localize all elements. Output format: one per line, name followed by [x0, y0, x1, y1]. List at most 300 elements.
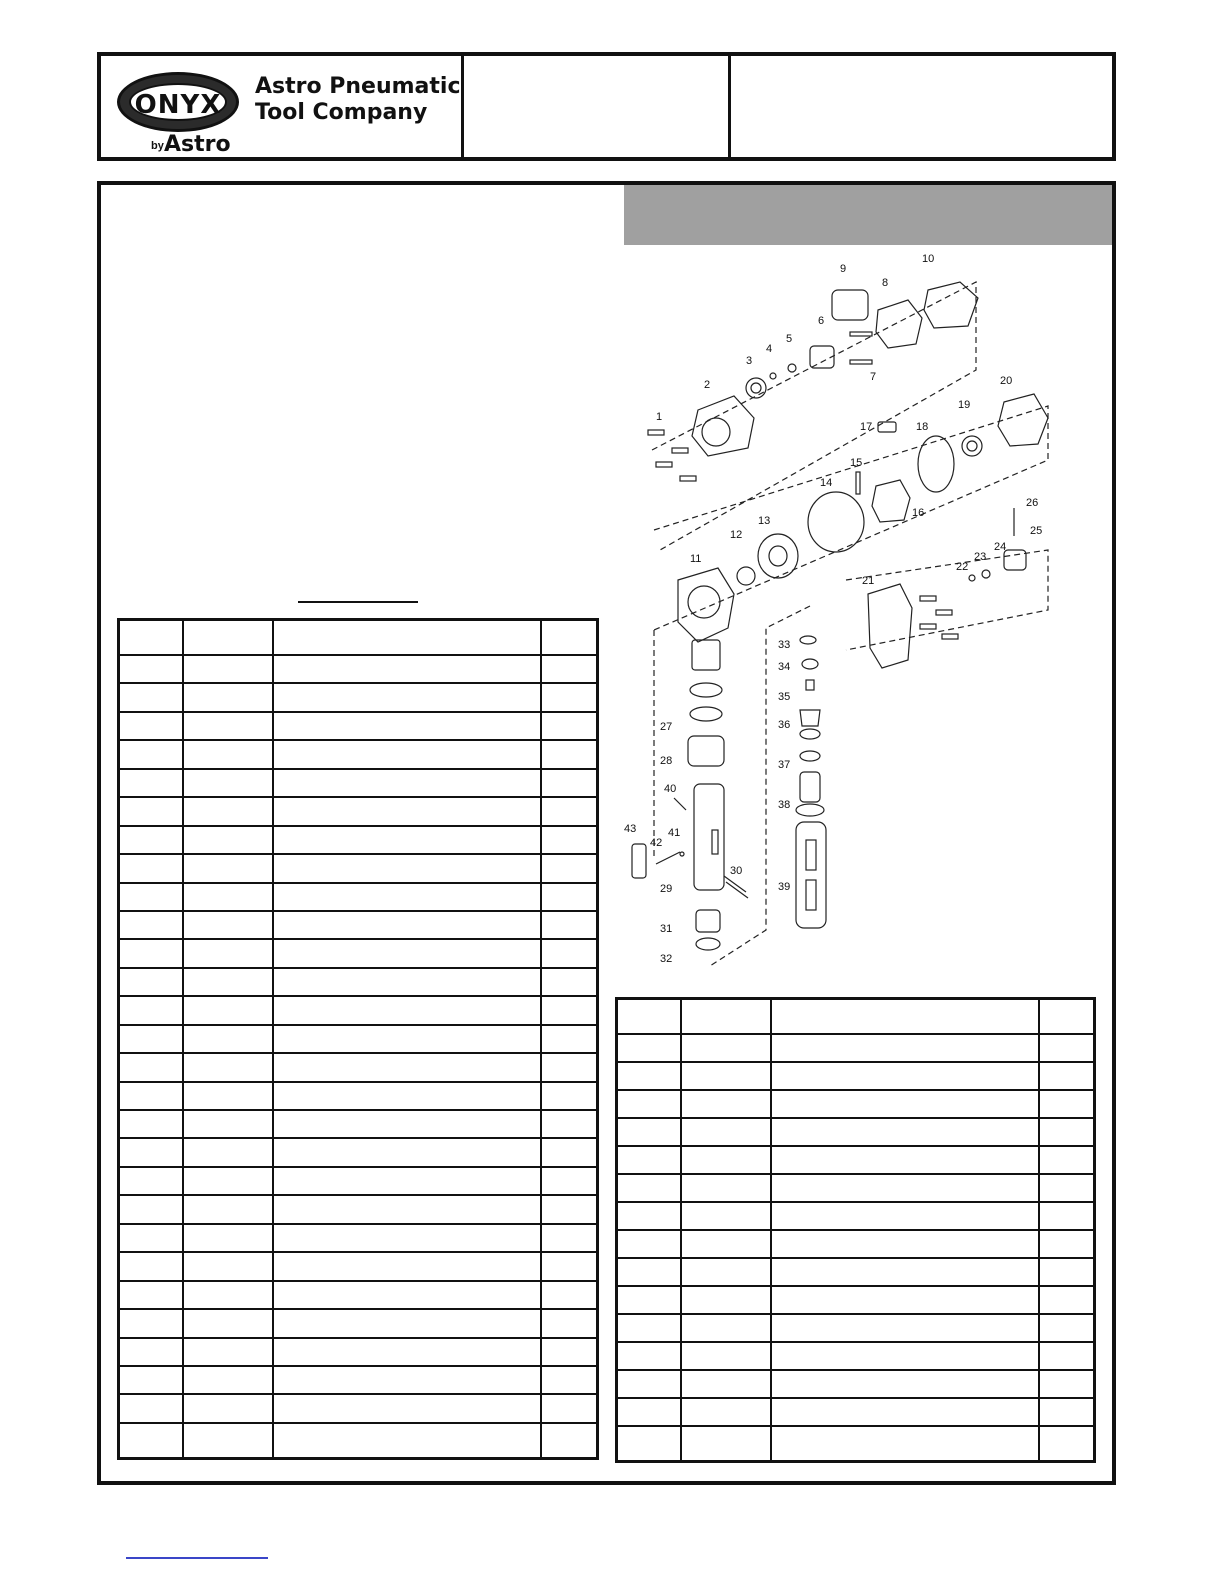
table-cell [541, 1423, 598, 1459]
table-cell [273, 1309, 540, 1337]
part-2 [692, 396, 754, 456]
part-number-label: 43 [624, 823, 637, 835]
table-cell [681, 1202, 771, 1230]
parts-table-right [615, 997, 1096, 1463]
part-number-label: 17 [860, 421, 873, 433]
table-cell [119, 1252, 183, 1280]
company-logo [111, 64, 461, 156]
table-cell [617, 1230, 681, 1258]
table-cell [183, 1224, 273, 1252]
table-cell [681, 1062, 771, 1090]
part-11 [678, 568, 734, 642]
table-cell [681, 1342, 771, 1370]
part-number-label: 12 [730, 529, 743, 541]
company-name [255, 74, 461, 126]
table-cell [119, 1281, 183, 1309]
table-row [617, 1090, 1095, 1118]
table-cell [1039, 1202, 1095, 1230]
table-cell [119, 769, 183, 797]
part-28 [688, 736, 724, 766]
table-cell [119, 1366, 183, 1394]
table-row [119, 968, 598, 996]
table-cell [183, 826, 273, 854]
table-cell [183, 968, 273, 996]
table-row [119, 655, 598, 683]
table-cell [541, 1309, 598, 1337]
part-number-label: 40 [664, 783, 677, 795]
table-cell [183, 911, 273, 939]
table-cell [541, 1224, 598, 1252]
logo-by: by [151, 140, 164, 152]
part-number-label: 18 [916, 421, 929, 433]
table-cell [771, 1118, 1038, 1146]
table-cell [1039, 1258, 1095, 1286]
table-cell [119, 1224, 183, 1252]
table-cell [617, 1090, 681, 1118]
table-cell [681, 1118, 771, 1146]
table-cell [183, 620, 273, 656]
table-row [119, 1025, 598, 1053]
part-number-label: 9 [840, 263, 847, 275]
table-row [119, 1394, 598, 1422]
table-row [119, 740, 598, 768]
table-cell [617, 999, 681, 1034]
table-cell [771, 1174, 1038, 1202]
table-cell [541, 996, 598, 1024]
table-cell [119, 883, 183, 911]
table-cell [1039, 1174, 1095, 1202]
table-cell [273, 1394, 540, 1422]
table-cell [273, 996, 540, 1024]
table-cell [183, 797, 273, 825]
table-cell [1039, 1426, 1095, 1461]
part-number-label: 30 [730, 865, 743, 877]
table-row [119, 1082, 598, 1110]
company-line2: Tool Company [255, 100, 428, 125]
table-cell [771, 1426, 1038, 1461]
table-cell [541, 712, 598, 740]
header-box [97, 52, 1116, 161]
table-row [617, 1370, 1095, 1398]
table-cell [119, 1110, 183, 1138]
table-cell [541, 620, 598, 656]
table-row [617, 1062, 1095, 1090]
part-number-label: 15 [850, 457, 863, 469]
table-cell [771, 1062, 1038, 1090]
table-cell [273, 1053, 540, 1081]
table-cell [617, 1258, 681, 1286]
part-number-label: 21 [862, 575, 875, 587]
table-cell [771, 1146, 1038, 1174]
table-cell [1039, 1314, 1095, 1342]
table-row [119, 797, 598, 825]
table-cell [183, 996, 273, 1024]
table-cell [119, 1423, 183, 1459]
table-cell [541, 968, 598, 996]
part-8 [876, 300, 922, 348]
part-21 [868, 584, 912, 668]
table-cell [541, 769, 598, 797]
part-38 [800, 772, 820, 802]
part-31 [696, 910, 720, 932]
table-cell [681, 999, 771, 1034]
part-number-label: 26 [1026, 497, 1039, 509]
part-number-label: 13 [758, 515, 771, 527]
table-cell [617, 1370, 681, 1398]
table-cell [617, 1342, 681, 1370]
table-cell [541, 1025, 598, 1053]
table-cell [119, 1025, 183, 1053]
table-cell [183, 1138, 273, 1166]
table-cell [1039, 1146, 1095, 1174]
table-cell [1039, 999, 1095, 1034]
table-cell [541, 797, 598, 825]
table-cell [273, 712, 540, 740]
table-row [119, 769, 598, 797]
part-14 [808, 492, 864, 552]
part-number-label: 38 [778, 799, 791, 811]
table-cell [273, 1224, 540, 1252]
table-cell [541, 1366, 598, 1394]
part-number-label: 36 [778, 719, 791, 731]
table-cell [119, 1138, 183, 1166]
part-36 [800, 710, 820, 726]
table-cell [273, 683, 540, 711]
table-cell [119, 740, 183, 768]
table-cell [119, 1082, 183, 1110]
table-cell [183, 1423, 273, 1459]
table-cell [681, 1314, 771, 1342]
part-number-label: 24 [994, 541, 1007, 553]
part-number-label: 8 [882, 277, 889, 289]
table-row [119, 683, 598, 711]
table-cell [273, 1366, 540, 1394]
part-number-label: 28 [660, 755, 673, 767]
table-cell [541, 911, 598, 939]
part-number-label: 41 [668, 827, 681, 839]
table-cell [617, 1118, 681, 1146]
table-cell [771, 1090, 1038, 1118]
part-number-label: 22 [956, 561, 969, 573]
diagram-header-band [624, 185, 1112, 245]
table-cell [183, 1195, 273, 1223]
table-cell [119, 655, 183, 683]
table-cell [273, 1025, 540, 1053]
table-cell [273, 854, 540, 882]
table-row [617, 1146, 1095, 1174]
table-cell [771, 1202, 1038, 1230]
part-number-label: 2 [704, 379, 711, 391]
table-cell [119, 620, 183, 656]
part-43 [632, 844, 646, 878]
table-cell [617, 1314, 681, 1342]
part-number-label: 34 [778, 661, 791, 673]
part-9 [832, 290, 868, 320]
table-cell [119, 1309, 183, 1337]
table-cell [771, 1258, 1038, 1286]
part-number-label: 25 [1030, 525, 1043, 537]
table-cell [1039, 1398, 1095, 1426]
part-number-label: 4 [766, 343, 773, 355]
table-cell [541, 1195, 598, 1223]
table-row [119, 1281, 598, 1309]
table-cell [771, 1286, 1038, 1314]
part-number-label: 10 [922, 253, 935, 265]
table-row [119, 939, 598, 967]
table-cell [119, 797, 183, 825]
table-cell [617, 1426, 681, 1461]
table-row [119, 996, 598, 1024]
table-cell [119, 1167, 183, 1195]
part-20 [998, 394, 1048, 446]
table-cell [119, 712, 183, 740]
table-cell [681, 1258, 771, 1286]
table-cell [119, 968, 183, 996]
part-number-label: 19 [958, 399, 971, 411]
part-16 [872, 480, 910, 522]
table-row [617, 1314, 1095, 1342]
company-line1: Astro Pneumatic [255, 74, 461, 99]
table-cell [273, 740, 540, 768]
table-cell [681, 1286, 771, 1314]
table-row [119, 1167, 598, 1195]
part-number-label: 32 [660, 953, 673, 965]
part-number-label: 11 [690, 553, 702, 565]
onyx-logo-oval [117, 72, 239, 132]
table-cell [771, 1370, 1038, 1398]
table-cell [617, 1146, 681, 1174]
table-cell [183, 1167, 273, 1195]
table-cell [273, 1423, 540, 1459]
table-cell [119, 996, 183, 1024]
table-cell [183, 740, 273, 768]
table-cell [541, 1167, 598, 1195]
table-row [119, 1224, 598, 1252]
table-cell [771, 1034, 1038, 1062]
table-cell [771, 999, 1038, 1034]
header-divider [728, 56, 731, 157]
table-cell [617, 1034, 681, 1062]
table-row [617, 1202, 1095, 1230]
table-cell [1039, 1230, 1095, 1258]
table-row [617, 1118, 1095, 1146]
part-number-label: 29 [660, 883, 673, 895]
part-number-label: 7 [870, 371, 877, 383]
table-cell [1039, 1118, 1095, 1146]
table-cell [119, 683, 183, 711]
logo-brand: Astro [164, 132, 231, 157]
part-number-label: 27 [660, 721, 673, 733]
part-17 [878, 422, 896, 432]
table-cell [681, 1090, 771, 1118]
table-cell [119, 1195, 183, 1223]
part-number-label: 16 [912, 507, 925, 519]
table-cell [541, 740, 598, 768]
part-number-label: 33 [778, 639, 791, 651]
table-cell [681, 1370, 771, 1398]
table-cell [273, 1338, 540, 1366]
table-cell [183, 1309, 273, 1337]
table-row [119, 712, 598, 740]
table-cell [541, 1053, 598, 1081]
table-row [119, 883, 598, 911]
table-cell [273, 1195, 540, 1223]
table-cell [541, 854, 598, 882]
table-cell [771, 1398, 1038, 1426]
table-cell [617, 1174, 681, 1202]
table-cell [681, 1174, 771, 1202]
table-cell [1039, 1034, 1095, 1062]
table-row [119, 1252, 598, 1280]
part-number-label: 37 [778, 759, 791, 771]
table-cell [273, 1252, 540, 1280]
table-cell [119, 1053, 183, 1081]
part-number-label: 42 [650, 837, 663, 849]
table-cell [617, 1202, 681, 1230]
table-cell [183, 854, 273, 882]
table-cell [119, 939, 183, 967]
table-row [119, 1053, 598, 1081]
table-cell [617, 1398, 681, 1426]
table-cell [681, 1398, 771, 1426]
table-row [617, 1230, 1095, 1258]
part-number-label: 14 [820, 477, 833, 489]
part-39 [796, 822, 826, 928]
part-number-label: 39 [778, 881, 791, 893]
logo-mark: ONYX [134, 90, 222, 120]
table-row [119, 620, 598, 656]
part-29 [694, 784, 724, 890]
part-number-label: 23 [974, 551, 987, 563]
table-cell [771, 1230, 1038, 1258]
table-cell [681, 1146, 771, 1174]
parts-table-left [117, 618, 599, 1460]
table-cell [273, 620, 540, 656]
table-cell [119, 1338, 183, 1366]
table-cell [273, 1138, 540, 1166]
table-cell [541, 1082, 598, 1110]
table-cell [541, 683, 598, 711]
table-cell [273, 826, 540, 854]
table-cell [119, 854, 183, 882]
table-cell [541, 655, 598, 683]
table-cell [183, 1338, 273, 1366]
table-cell [183, 1394, 273, 1422]
table-cell [541, 826, 598, 854]
table-row [119, 1366, 598, 1394]
table-cell [119, 1394, 183, 1422]
table-row [119, 911, 598, 939]
table-cell [681, 1426, 771, 1461]
exploded-parts-diagram [620, 250, 1080, 980]
part-number-label: 1 [656, 411, 663, 423]
table-cell [183, 655, 273, 683]
table-row [119, 1309, 598, 1337]
table-cell [273, 1167, 540, 1195]
part-number-label: 20 [1000, 375, 1013, 387]
table-cell [183, 883, 273, 911]
table-row [119, 854, 598, 882]
table-cell [183, 769, 273, 797]
table-row [119, 826, 598, 854]
header-divider [461, 56, 464, 157]
table-cell [273, 797, 540, 825]
table-cell [1039, 1090, 1095, 1118]
table-cell [1039, 1062, 1095, 1090]
table-cell [273, 883, 540, 911]
table-cell [273, 968, 540, 996]
table-cell [119, 826, 183, 854]
table-row [617, 1398, 1095, 1426]
table-cell [273, 769, 540, 797]
table-cell [541, 1281, 598, 1309]
table-cell [183, 683, 273, 711]
table-row [119, 1195, 598, 1223]
table-cell [617, 1286, 681, 1314]
table-row [119, 1423, 598, 1459]
table-row [617, 1258, 1095, 1286]
table-row [617, 999, 1095, 1034]
table-cell [183, 1110, 273, 1138]
part-number-label: 35 [778, 691, 791, 703]
table-cell [541, 1252, 598, 1280]
table-cell [681, 1034, 771, 1062]
table-cell [541, 1338, 598, 1366]
table-cell [771, 1314, 1038, 1342]
table-cell [1039, 1342, 1095, 1370]
table-cell [183, 1053, 273, 1081]
table-cell [541, 1110, 598, 1138]
table-cell [617, 1062, 681, 1090]
table-row [617, 1426, 1095, 1461]
table-row [119, 1138, 598, 1166]
table-cell [273, 911, 540, 939]
table-row [119, 1110, 598, 1138]
table-cell [183, 1082, 273, 1110]
table-cell [1039, 1370, 1095, 1398]
table-cell [541, 939, 598, 967]
table-row [119, 1338, 598, 1366]
table-cell [541, 1138, 598, 1166]
table-cell [183, 1025, 273, 1053]
table-row [617, 1342, 1095, 1370]
section-underline [298, 601, 418, 603]
table-cell [273, 1082, 540, 1110]
table-cell [771, 1342, 1038, 1370]
table-cell [273, 939, 540, 967]
part-number-label: 6 [818, 315, 825, 327]
table-cell [681, 1230, 771, 1258]
table-cell [183, 939, 273, 967]
table-cell [183, 1252, 273, 1280]
table-row [617, 1286, 1095, 1314]
footer-link-underline[interactable] [126, 1557, 268, 1559]
table-cell [183, 1366, 273, 1394]
table-cell [183, 712, 273, 740]
part-24 [1004, 550, 1026, 570]
part-number-label: 31 [660, 923, 673, 935]
table-cell [273, 1110, 540, 1138]
table-cell [273, 655, 540, 683]
table-row [617, 1034, 1095, 1062]
part-number-label: 5 [786, 333, 793, 345]
table-cell [541, 1394, 598, 1422]
table-cell [1039, 1286, 1095, 1314]
table-cell [183, 1281, 273, 1309]
table-cell [273, 1281, 540, 1309]
part-number-label: 3 [746, 355, 753, 367]
table-cell [541, 883, 598, 911]
